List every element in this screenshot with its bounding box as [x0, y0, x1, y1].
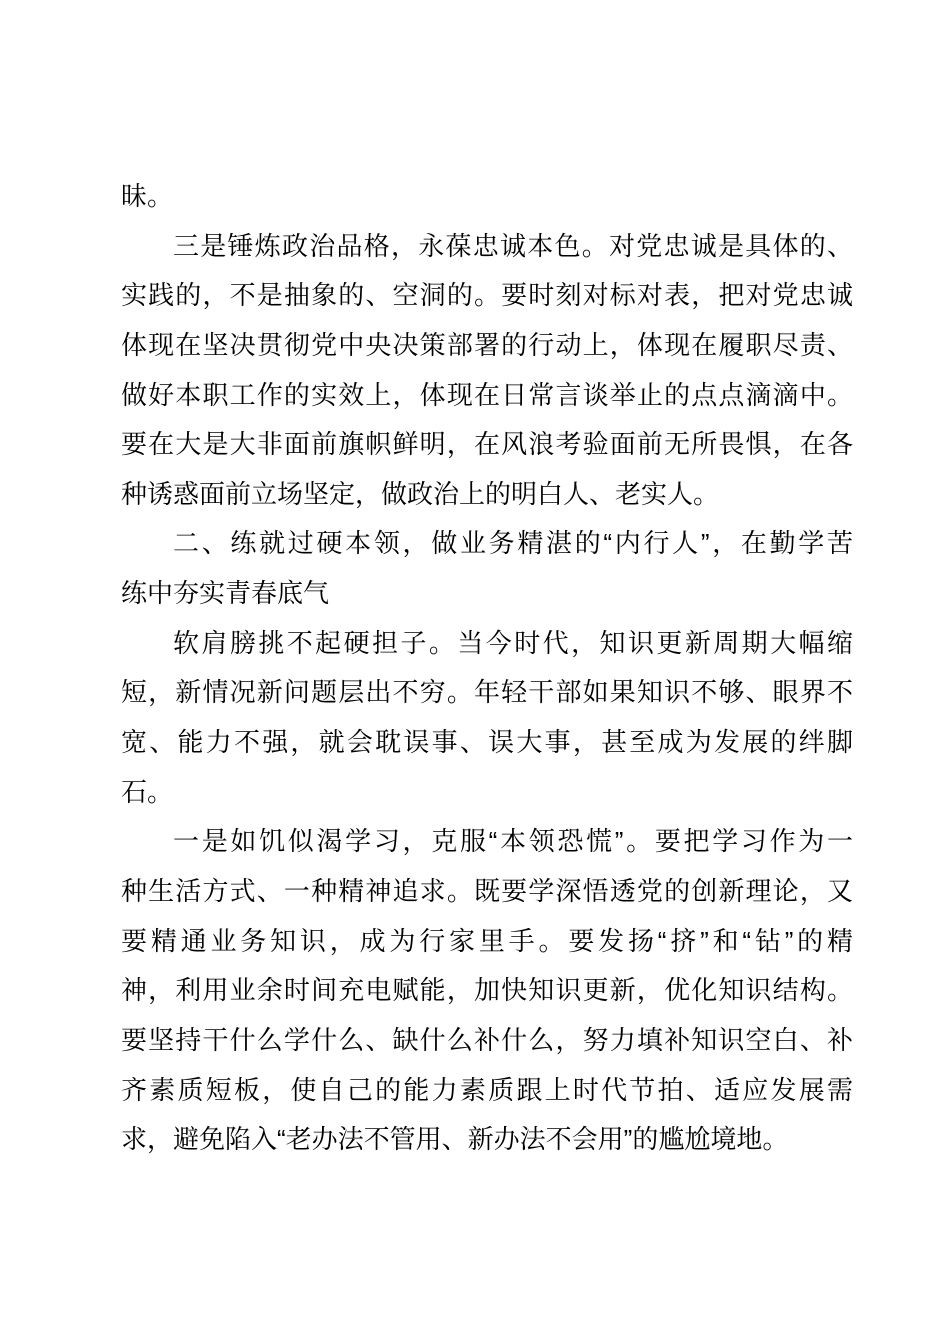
document-text-line: 神，利用业余时间充电赋能，加快知识更新，优化知识结构。: [121, 975, 853, 1006]
document-text-line: 做好本职工作的实效上，体现在日常言谈举止的点点滴滴中。: [121, 379, 853, 410]
document-text-line: 石。: [121, 776, 174, 807]
document-text-line: 要在大是大非面前旗帜鲜明，在风浪考验面前无所畏惧，在各: [121, 429, 853, 460]
document-text-line: 软肩膀挑不起硬担子。当今时代，知识更新周期大幅缩: [173, 627, 853, 658]
document-text-line: 练中夯实青春底气: [121, 578, 330, 609]
document-text-line: 种生活方式、一种精神追求。既要学深悟透党的创新理论，又: [121, 875, 853, 906]
document-text-line: 实践的，不是抽象的、空洞的。要时刻对标对表，把对党忠诚: [121, 280, 853, 311]
document-text-line: 二、练就过硬本领，做业务精湛的“内行人”，在勤学苦: [173, 528, 853, 559]
document-text-line: 一是如饥似渴学习，克服“本领恐慌”。要把学习作为一: [173, 826, 853, 857]
document-text-line: 要坚持干什么学什么、缺什么补什么，努力填补知识空白、补: [121, 1024, 853, 1055]
document-text-line: 要精通业务知识，成为行家里手。要发扬“挤”和“钻”的精: [121, 925, 853, 956]
document-text-line: 昧。: [121, 181, 174, 211]
document-text-line: 齐素质短板，使自己的能力素质跟上时代节拍、适应发展需: [121, 1074, 853, 1105]
document-text-line: 种诱惑面前立场坚定，做政治上的明白人、老实人。: [121, 478, 720, 509]
document-text-line: 宽、能力不强，就会耽误事、误大事，甚至成为发展的绊脚: [121, 727, 853, 758]
document-text-line: 求，避免陷入“老办法不管用、新办法不会用”的尴尬境地。: [121, 1124, 789, 1155]
document-text-line: 三是锤炼政治品格，永葆忠诚本色。对党忠诚是具体的、: [173, 230, 853, 261]
document-text-line: 体现在坚决贯彻党中央决策部署的行动上，体现在履职尽责、: [121, 329, 853, 360]
document-text-line: 短，新情况新问题层出不穷。年轻干部如果知识不够、眼界不: [121, 677, 853, 708]
document-text-block: [121, 172, 853, 1165]
